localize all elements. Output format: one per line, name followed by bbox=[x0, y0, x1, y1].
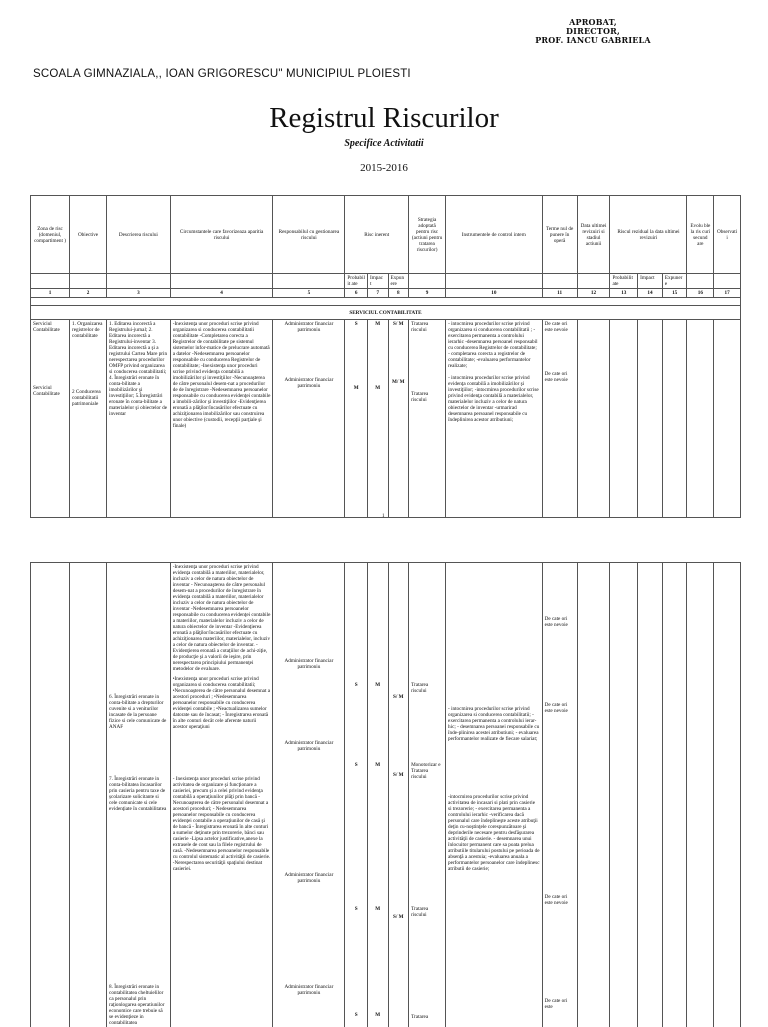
approval-block bbox=[528, 18, 658, 45]
circumstante-cell-2 bbox=[170, 563, 273, 1027]
col-number: 7 bbox=[367, 289, 388, 298]
instrumente-cell-2 bbox=[446, 563, 543, 1027]
strategia-text: Tratarea riscului bbox=[411, 906, 443, 918]
circumstante-text: -Inexistenţa unor proceduri scrise privind evidenţa contabilă a materiilor, materialelor, incluziv a celor de natura obiectelor de inventar - Necunoaşterea de către personalul desem-nat a procedurilor de înregistrare în evidenţa contabilă a materiilor, materialelor incluziv a celor de natura obiectelor de inventar -Nedesemnarea persoanelor responsabile cu conducerea evidenţei contabile a materiilor, materialelor incluziv a celor de natura obiectelor de inventar -Evidenţierea eronată a plăţilor/încasărilor efectuate cu achiziţionarea materiilor, materialelor, incluziv a celor de natura obiectelor de inventar. -Evidenţierea eronată a cotaţiilor de achi-ziţie, de producţie şi a valorii de ieşire, prin nerespectarea principiului permanenţei metodelor de evaluare. bbox=[173, 564, 271, 672]
header-strategia: Strategia adoptată pentru risc (actiuni pentru tratarea riscurilor) bbox=[409, 196, 446, 274]
strategia-text: Tratarea riscului bbox=[411, 391, 443, 403]
header-responsabil: Responsabilul cu gestionarea riscului bbox=[273, 196, 345, 274]
col-number: 4 bbox=[170, 289, 273, 298]
circumstante-cell: -Inexistenţa unor proceduri scrise privind organizarea si conducerea contabilitatii contabilitate -Completarea corecta a Registrelor de contabilitate pe sistemul sistemelor infor-matice de prelucrare automată a datelor -Nedesemnarea persoanelor responsabile cu conducerea Registrelor de contabilitate; -Inexistenţa unor proceduri scrise privind evidenţa contabilă a imobilizărilor şi investiţiilor -Necunoaşterea de către personalul desem-nat a procedurilor de de înregistrare -Nedesemnarea persoanelor responsabile cu conducerea evidenţei contabile a imobili-zărilor şi investiţiilor -Evidenţierea eronată a plăţilor/încasărilor efectuate cu achiziţionarea imobilizărilor sau construirea unor obiective (custodii, recepţii parţiale şi finale) bbox=[170, 320, 273, 518]
descriere-cell-2 bbox=[107, 563, 171, 1027]
descriere-text: 7. Înregistrări eronate in conta-bilitatea încasarilor prin casieria pentru taxe de școlarizare solicitante si cele comunicate si cele evidenţiate în contabilitatea bbox=[109, 776, 168, 812]
page-subtitle: Specifice Activitatii bbox=[0, 138, 768, 149]
zona-text: Serviciul Contabilitate bbox=[33, 385, 67, 397]
termen-text: De cate ori este bbox=[545, 998, 575, 1010]
termen-text: De cate ori este nevoie bbox=[545, 321, 575, 333]
circumstante-text: •Inexistenţa unor proceduri scrise privind organizarea si conducerea contabilitatii; •Necunoaşterea de către personalul desemnat a acestori proceduri ; •Nedesemnarea persoanelor responsabile cu conducerea evidenţei contabile ; •Neactualizarea sumelor datorate sau de încasat; - Înregistrarea eronată în alte conturi decât cele aferente naturii acestor operaţiuni bbox=[173, 676, 271, 730]
probabilitate-value: S bbox=[347, 682, 365, 688]
header-evolutie: Evolu ble la ris curi secund are bbox=[687, 196, 714, 274]
col-number: 8 bbox=[388, 289, 409, 298]
approval-line-3: PROF. IANCU GABRIELA bbox=[528, 36, 658, 45]
header-expunere: Expunere bbox=[388, 274, 409, 289]
probabilitate-value: S bbox=[347, 762, 365, 768]
col-number: 5 bbox=[273, 289, 345, 298]
probabilitate-value: S bbox=[347, 1012, 365, 1018]
strategia-text: Tratarea riscului bbox=[411, 321, 443, 333]
responsabil-text: Administrator financiar patrimoniu bbox=[275, 377, 342, 389]
responsabil-text: Administrator financiar patrimoniu bbox=[275, 984, 342, 996]
probabilitate-value: M bbox=[347, 385, 365, 391]
header-probabilitate-rezidual: Probabilit ate bbox=[610, 274, 638, 289]
expunere-value: S/ M bbox=[391, 772, 407, 778]
strategia-text: Tratarea riscului bbox=[411, 682, 443, 694]
section-title: SERVICIUL CONTABILITATE bbox=[31, 306, 741, 320]
descriere-text: 6. Înregistrări eronate in conta-bilitate a drepturilor cuvenite si a veniturilor incasate de la persoane fizice si cele comunicate de ANAF bbox=[109, 694, 168, 730]
obiectiv-text: 2 Conducerea contabilitatii patrimoniale bbox=[72, 389, 104, 407]
strategia-cell-2 bbox=[409, 563, 446, 1027]
impact-value: M bbox=[370, 682, 386, 688]
responsabil-cell bbox=[273, 320, 345, 518]
col-number: 11 bbox=[542, 289, 577, 298]
termen-cell bbox=[542, 320, 577, 518]
instrumente-text: - intocmirea procedurilor scrise privind evidenţa contabilă a imobilizărilor şi investiţiilor; -intocmirea procedurilor scrise privind evidenţa contabilă a materialelor, materialelor incluziv a celor de natura obiectelor de inventar -urmarirad desemnarea persoanel responsabile cu îndeplinirea acestor atributiuni; bbox=[448, 375, 540, 423]
expunere-value: S/ M bbox=[391, 694, 407, 700]
instrumente-text: -intocmirea procedurilor scrise privind activitatea de incasari si plati prin casierie si trezorerie; - exercitarea permanenta a controlului ierarhic -verificarea dacă personalul care îndeplineşte aceste atribuţii deţin cu-noştinţele corespunzătoare şi deprinderile necesare pentru desfăşurarea activităţii de casierie. - desemnarea unui înlocuitor permanent care sa poata prelua atributiile titularului postului pe perioada de absenţă a acestuia; -evaluarea anuala a performantelor persoanelor care îndeplinesc atributii de casierie; bbox=[448, 794, 540, 872]
header-instrumente: Instrumentele de control intern bbox=[446, 196, 543, 274]
header-descriere: Descrierea riscului bbox=[107, 196, 171, 274]
col-number: 12 bbox=[577, 289, 610, 298]
zona-cell bbox=[31, 320, 70, 518]
termen-text: De cate ori este nevoie bbox=[545, 894, 575, 906]
responsabil-cell-2 bbox=[273, 563, 345, 1027]
probabilitate-value: S bbox=[347, 906, 365, 912]
responsabil-text: Administrator financiar patrimoniu bbox=[275, 872, 342, 884]
col-number: 15 bbox=[662, 289, 687, 298]
header-risc-inerent: Risc inerent bbox=[345, 196, 409, 274]
termen-text: De cate ori este nevoie bbox=[545, 371, 575, 383]
school-year: 2015-2016 bbox=[0, 162, 768, 174]
responsabil-text: Administrator financiar patrimoniu bbox=[275, 658, 342, 670]
header-zona: Zona de risc (domeniul, compartiment ) bbox=[31, 196, 70, 274]
col-number: 3 bbox=[107, 289, 171, 298]
expunere-value: M/ M bbox=[391, 379, 407, 385]
impact-cell-2 bbox=[367, 563, 388, 1027]
instrumente-text: - intocmirea procedurilor scrise privind organizarea si conducerea contabilitatii; - exercitarea permanenta a controlului ierar-hic; - desemnarea persoanei responsabile cu înde-plinirea acestei atributiuni; - evaluarea performantelor realizate de fiecare salariat; bbox=[448, 706, 540, 742]
strategia-text: Tratarea bbox=[411, 1014, 443, 1020]
strategia-text: Monotorizar e Tratarea riscului bbox=[411, 762, 443, 780]
col-number: 1 bbox=[31, 289, 70, 298]
responsabil-text: Administrator financiar patrimoniu bbox=[275, 321, 342, 333]
header-risc-rezidual: Riscul rezidual la data ultimei revizuiri bbox=[610, 196, 687, 274]
col-number: 13 bbox=[610, 289, 638, 298]
col-number: 16 bbox=[687, 289, 714, 298]
header-probabilitate: Probabilit ate bbox=[345, 274, 368, 289]
impact-value: M bbox=[370, 385, 386, 391]
header-impact-rezidual: Impact bbox=[638, 274, 663, 289]
col-number: 14 bbox=[638, 289, 663, 298]
termen-text: De cate ori este nevoie bbox=[545, 616, 575, 628]
circumstante-text: - Inexistenţa unor proceduri scrise privind activitatea de organizare şi funcţionare a casieriei, precum şi a celei privind evidenţa contabilă a operaţiunilor plăţi prin bancă - Necunoaşterea de către personalul desemnat a acestori proceduri; - Nedesemnarea persoanelor responsabile cu conducerea evidenţei contabile a operaţiunilor de casă şi de bancă - Înregistrarea eronată în alte conturi a sumelor deţinute prin trezorerie, bănci sau casierie -Lipsa actelor justificative,anexe la extrasele de cont sau la filele registrului de casă. -Nedesemnarea persoanelor responsabile cu controlul sistematic al activităţii de casierie. -Nerespectarea securităţii spaţiului destinat casieriei. bbox=[173, 776, 271, 872]
impact-cell bbox=[367, 320, 388, 518]
col-number: 2 bbox=[70, 289, 107, 298]
expunere-cell bbox=[388, 320, 409, 518]
impact-value: M bbox=[370, 321, 386, 327]
school-name: SCOALA GIMNAZIALA,, IOAN GRIGORESCU" MUNICIPIUL PLOIESTI bbox=[33, 68, 411, 80]
col-number: 10 bbox=[446, 289, 543, 298]
termen-text: De cate ori este nevoie bbox=[545, 702, 575, 714]
impact-value: M bbox=[370, 1012, 386, 1018]
zona-text: Serviciul Contabilitate bbox=[33, 321, 67, 333]
obiectiv-text: 1. Organizarea registrelor de contabilitate bbox=[72, 321, 104, 339]
instrumente-text: - intocmirea procedurilor scrise privind organizarea si conducerea contabilitatii ; -exercitarea permanenta a controlului ierarhic -desemnarea persoanel responsabil cu conducerea Registrelor de contabilitate; - completarea corecta a registrelor de contabilitate; -evaluarea performantelor realizate; bbox=[448, 321, 540, 369]
header-obiective: Obiective bbox=[70, 196, 107, 274]
header-data-revizuirii: Data ultimei revizuiri si stadiul actiunii bbox=[577, 196, 610, 274]
probabilitate-cell bbox=[345, 320, 368, 518]
risk-register-table bbox=[30, 195, 741, 518]
strategia-cell bbox=[409, 320, 446, 518]
instrumente-cell bbox=[446, 320, 543, 518]
expunere-value: S/ M bbox=[391, 914, 407, 920]
header-termen: Terme nul de punere în operă bbox=[542, 196, 577, 274]
obiective-cell bbox=[70, 320, 107, 518]
page-title: Registrul Riscurilor bbox=[0, 102, 768, 135]
termen-cell-2 bbox=[542, 563, 577, 1027]
page-number: 1 bbox=[382, 514, 385, 519]
approval-line-2: DIRECTOR, bbox=[528, 27, 658, 36]
col-number: 6 bbox=[345, 289, 368, 298]
header-circumstante: Circumstantele care favorizeaza aparitia riscului bbox=[170, 196, 273, 274]
responsabil-text: Administrator financiar patrimoniu bbox=[275, 740, 342, 752]
descriere-text: 8. Înregistrări eronate in contabilitatea cheltuielilor ca personalul prin raţionlogarea operatiunilor economice care trebuie să se evidenţieze in contabilitatea bbox=[109, 984, 168, 1026]
header-observatii: Observati i bbox=[714, 196, 741, 274]
approval-line-1: APROBAT, bbox=[528, 18, 658, 27]
descriere-cell: 1. Editarea incorectă a Registrului-jurnal; 2. Editarea incorectă a Registrului-inventar 3. Editarea incorectă a şi a registrului Cartea Mare prin nerespectarea procedurilor OMFP privind organizarea si conducerea contabilitatii; 4. Înregistrări eronate în conta-bilitate a imobilizărilor şi investiţiilor; 5.Înregistrări eronate în conta-bilitate a materialelor şi obiectelor de inventar bbox=[107, 320, 171, 518]
expunere-cell-2 bbox=[388, 563, 409, 1027]
expunere-value: S/ M bbox=[391, 321, 407, 327]
col-number: 17 bbox=[714, 289, 741, 298]
probabilitate-value: S bbox=[347, 321, 365, 327]
impact-value: M bbox=[370, 906, 386, 912]
risk-register-table-continued bbox=[30, 562, 741, 1027]
header-impact: Impac t bbox=[367, 274, 388, 289]
header-expunere-rezidual: Expuner e bbox=[662, 274, 687, 289]
impact-value: M bbox=[370, 762, 386, 768]
col-number: 9 bbox=[409, 289, 446, 298]
probabilitate-cell-2 bbox=[345, 563, 368, 1027]
